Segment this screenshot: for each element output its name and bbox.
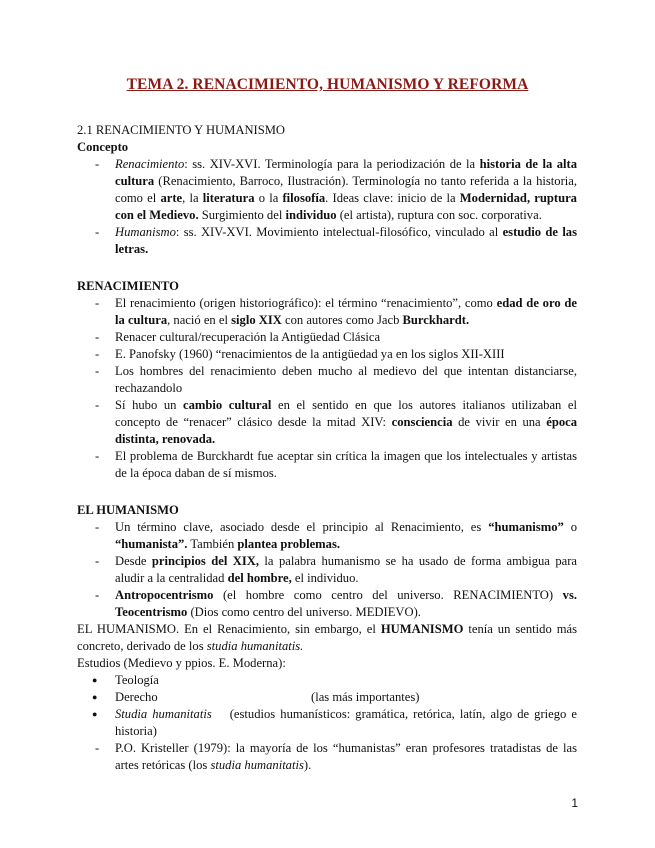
emph-text: “humanista”. bbox=[115, 537, 188, 551]
list-item: - Los hombres del renacimiento deben mucho al medievo del que intentan distanciarse, rechazandolo bbox=[77, 363, 577, 397]
text-run: o la bbox=[254, 191, 283, 205]
text-run: Desde bbox=[115, 554, 152, 568]
paragraph-estudios: Estudios (Medievo y ppios. E. Moderna): bbox=[77, 656, 286, 670]
emph-text: Modernidad, ruptura con el Medievo. bbox=[115, 191, 577, 222]
list-item bbox=[77, 587, 577, 621]
humanismo-list bbox=[77, 519, 577, 621]
emph-text: HUMANISMO bbox=[380, 622, 464, 636]
text-run: El renacimiento (origen historiográfico): el término “renacimiento”, como bbox=[115, 296, 497, 310]
list-item bbox=[77, 156, 577, 224]
text-run: en el sentido en que los autores italianos utilizaban el concepto de “renacer” clásico desde la mitad XIV: bbox=[115, 398, 577, 429]
emph-text: individuo bbox=[285, 208, 337, 222]
list-item bbox=[77, 553, 577, 587]
text-run: o bbox=[563, 520, 577, 534]
estudios-list bbox=[77, 672, 577, 740]
list-item bbox=[77, 706, 577, 740]
text-run: : ss. XIV-XVI. Movimiento intelectual-filosófico, vinculado al bbox=[175, 225, 503, 239]
emph-text: edad de oro de la cultura bbox=[115, 296, 578, 327]
emph-text: vs. bbox=[562, 588, 577, 602]
text-run: (el artista), ruptura con soc. corporativa. bbox=[336, 208, 542, 222]
text-run: Derecho bbox=[115, 690, 158, 704]
emph-text: estudio de las letras. bbox=[115, 225, 578, 256]
italic-text: Studia humanitatis bbox=[115, 707, 212, 721]
list-item: - E. Panofsky (1960) “renacimientos de la antigüedad ya en los siglos XII-XIII bbox=[77, 346, 577, 363]
list-item bbox=[77, 740, 577, 774]
text-run: (estudios humanísticos: gramática, retórica, latín, algo de griego e historia) bbox=[115, 707, 577, 738]
list-item bbox=[77, 689, 577, 706]
text-run: Sí hubo un bbox=[115, 398, 183, 412]
section-heading-2-1: 2.1 RENACIMIENTO Y HUMANISMO bbox=[77, 123, 286, 137]
emph-text: época distinta, renovada. bbox=[115, 415, 578, 446]
emph-text: siglo XIX bbox=[231, 313, 282, 327]
text-run: También bbox=[187, 537, 238, 551]
text-run: (Renacimiento, Barroco, Ilustración). Terminología no tanto referida a la historia, como el bbox=[115, 174, 577, 205]
section-heading-humanismo: EL HUMANISMO bbox=[77, 503, 179, 517]
list-item: - El problema de Burckhardt fue aceptar sin crítica la imagen que los intelectuales y artistas de la época daban de sí mismos. bbox=[77, 448, 577, 482]
section-heading-renacimiento: RENACIMIENTO bbox=[77, 279, 179, 293]
text-run: , la bbox=[182, 191, 203, 205]
text-run: Un término clave, asociado desde el principio al Renacimiento, es bbox=[115, 520, 489, 534]
italic-text: studia humanitatis bbox=[210, 758, 304, 772]
list-item bbox=[77, 397, 577, 448]
italic-text: studia humanitatis. bbox=[206, 639, 304, 653]
emph-text: literatura bbox=[202, 191, 255, 205]
list-item: ● Teología bbox=[77, 672, 577, 689]
emph-text: Teocentrismo bbox=[115, 605, 188, 619]
text-run: , nació en el bbox=[167, 313, 232, 327]
page-title: TEMA 2. RENACIMIENTO, HUMANISMO Y REFORMA bbox=[126, 76, 529, 93]
subheading-concepto: Concepto bbox=[77, 140, 129, 154]
concepto-list bbox=[77, 156, 577, 258]
term-humanismo: Humanismo bbox=[115, 225, 176, 239]
kristeller-list bbox=[77, 740, 577, 774]
renacimiento-list bbox=[77, 295, 577, 482]
document-body bbox=[77, 122, 577, 774]
emph-text: historia de la alta cultura bbox=[115, 157, 577, 188]
list-item bbox=[77, 224, 577, 258]
emph-text: “humanismo” bbox=[488, 520, 564, 534]
emph-text: principios del XIX, bbox=[151, 554, 259, 568]
text-run: tenía un sentido más concreto, derivado de los bbox=[77, 622, 577, 653]
paragraph-humanismo bbox=[77, 621, 577, 655]
emph-text: arte bbox=[160, 191, 183, 205]
text-run: (Dios como centro del universo. MEDIEVO). bbox=[187, 605, 421, 619]
emph-text: cambio cultural bbox=[183, 398, 272, 412]
emph-text: plantea problemas. bbox=[237, 537, 341, 551]
emph-text: Burckhardt. bbox=[402, 313, 470, 327]
term-renacimiento: Renacimiento bbox=[115, 157, 185, 171]
list-item: - Renacer cultural/recuperación la Antigüedad Clásica bbox=[77, 329, 577, 346]
emph-text: del hombre, bbox=[227, 571, 292, 585]
text-run: Surgimiento del bbox=[198, 208, 286, 222]
text-run: EL HUMANISMO. En el Renacimiento, sin embargo, el bbox=[77, 622, 381, 636]
text-run: el individuo. bbox=[291, 571, 359, 585]
text-run: (el hombre como centro del universo. RENACIMIENTO) bbox=[213, 588, 563, 602]
list-item bbox=[77, 295, 577, 329]
text-run: : ss. XIV-XVI. Terminología para la periodización de la bbox=[184, 157, 480, 171]
text-run: la palabra humanismo se ha usado de forma ambigua para aludir a la centralidad bbox=[115, 554, 577, 585]
emph-text: Antropocentrismo bbox=[115, 588, 214, 602]
text-run: . Ideas clave: inicio de la bbox=[325, 191, 460, 205]
text-run: (las más importantes) bbox=[311, 690, 420, 704]
text-run: P.O. Kristeller (1979): la mayoría de los “humanistas” eran profesores tratadistas de las artes retóricas (los bbox=[115, 741, 577, 772]
page-number: 1 bbox=[571, 796, 578, 810]
emph-text: filosofía bbox=[282, 191, 326, 205]
emph-text: consciencia bbox=[391, 415, 453, 429]
list-item bbox=[77, 519, 577, 553]
text-run: con autores como Jacb bbox=[281, 313, 403, 327]
text-run: ). bbox=[303, 758, 312, 772]
text-run: de vivir en una bbox=[452, 415, 547, 429]
